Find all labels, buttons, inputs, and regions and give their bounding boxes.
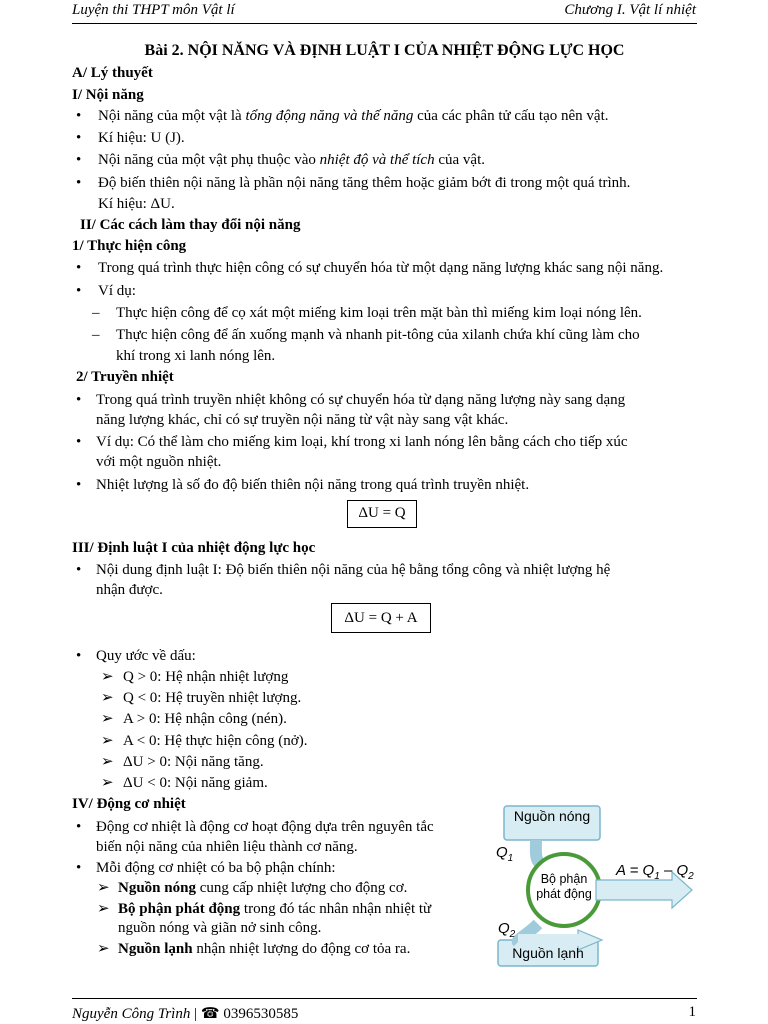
work-conversion: Trong quá trình thực hiện công có sự chuyển hóa từ một dạng năng lượng khác sang nội năng. — [98, 260, 664, 276]
working-part-label: Bộ phận phát động — [536, 872, 592, 901]
part-working-line1: Bộ phận phát động trong đó tác nhân nhận nhiệt từ — [118, 901, 432, 917]
work-example-1: Thực hiện công để cọ xát một miếng kim loại trên mặt bàn thì miếng kim loại nóng lên. — [116, 305, 642, 321]
arrow-marker: ➢ — [97, 880, 110, 896]
formula-du-q-a: ΔU = Q + A — [331, 603, 431, 633]
dash-marker: – — [92, 327, 100, 343]
internal-energy-change-line1: Độ biến thiên nội năng là phần nội năng tăng thêm hoặc giảm bớt đi trong một quá trình. — [98, 175, 631, 191]
internal-energy-dependence: Nội năng của một vật phụ thuộc vào nhiệt độ và thể tích của vật. — [98, 152, 485, 168]
formula-du-q: ΔU = Q — [347, 500, 417, 528]
subsection-work: 1/ Thực hiện công — [72, 238, 187, 254]
bullet-dot: • — [76, 392, 82, 408]
bullet-dot: • — [76, 477, 82, 493]
header-right: Chương I. Vật lí nhiệt — [564, 2, 696, 18]
part-cold-source: Nguồn lạnh nhận nhiệt lượng do động cơ tỏa ra. — [118, 941, 411, 957]
heat-engine-diagram — [492, 800, 700, 972]
sign-du-negative: ΔU < 0: Nội năng giảm. — [123, 775, 268, 791]
work-example-2-line1: Thực hiện công để ấn xuống mạnh và nhanh pit-tông của xilanh chứa khí cũng làm cho — [116, 327, 640, 343]
hot-source-label: Nguồn nóng — [513, 808, 591, 824]
phone-icon: ☎ — [200, 1006, 220, 1022]
section-first-law: III/ Định luật I của nhiệt động lực học — [72, 540, 316, 556]
footer-rule — [72, 998, 697, 999]
dash-marker: – — [92, 305, 100, 321]
work-formula-label: $A = Q_1 - Q_2$ — [616, 862, 694, 882]
q2-label: $Q_2$ — [498, 920, 516, 940]
sign-du-positive: ΔU > 0: Nội năng tăng. — [123, 754, 264, 770]
first-law-content-line2: nhận được. — [96, 582, 163, 598]
arrow-marker: ➢ — [97, 941, 110, 957]
bullet-dot: • — [76, 108, 82, 124]
bullet-dot: • — [76, 819, 82, 835]
heat-engine-parts-label: Mỗi động cơ nhiệt có ba bộ phận chính: — [96, 860, 336, 876]
arrow-marker: ➢ — [101, 669, 114, 685]
arrow-marker: ➢ — [101, 754, 114, 770]
arrow-marker: ➢ — [101, 690, 114, 706]
bullet-dot: • — [76, 562, 82, 578]
bullet-dot: • — [76, 434, 82, 450]
sign-convention-label: Quy ước về dấu: — [96, 648, 196, 664]
bullet-dot: • — [76, 130, 82, 146]
bullet-dot: • — [76, 260, 82, 276]
arrow-marker: ➢ — [97, 901, 110, 917]
header-rule — [72, 23, 697, 24]
lesson-title: Bài 2. NỘI NĂNG VÀ ĐỊNH LUẬT I CỦA NHIỆT ĐỘNG LỰC HỌC — [144, 42, 625, 59]
sign-a-negative: A < 0: Hệ thực hiện công (nở). — [123, 733, 308, 749]
subsection-heat-transfer: 2/ Truyền nhiệt — [76, 369, 174, 385]
page-number: 1 — [688, 1004, 696, 1020]
part-working-line2: nguồn nóng và giãn nở sinh công. — [118, 920, 322, 936]
section-heat-engine: IV/ Động cơ nhiệt — [72, 796, 186, 812]
heat-engine-def-line1: Động cơ nhiệt là động cơ hoạt động dựa trên nguyên tắc — [96, 819, 434, 835]
arrow-marker: ➢ — [101, 775, 114, 791]
sign-a-positive: A > 0: Hệ nhận công (nén). — [123, 711, 287, 727]
cold-source-label: Nguồn lạnh — [512, 945, 584, 961]
q1-label: $Q_1$ — [496, 844, 514, 864]
heat-transfer-desc-line2: năng lượng khác, chỉ có sự truyền nội năng từ vật này sang vật khác. — [96, 412, 509, 428]
arrow-marker: ➢ — [101, 733, 114, 749]
heat-transfer-example-line1: Ví dụ: Có thể làm cho miếng kim loại, khí trong xi lanh nóng lên bằng cách cho tiếp xúc — [96, 434, 628, 450]
heat-transfer-example-line2: với một nguồn nhiệt. — [96, 454, 222, 470]
section-ways-change: II/ Các cách làm thay đổi nội năng — [80, 217, 301, 233]
bullet-dot: • — [76, 648, 82, 664]
work-example-2-line2: khí trong xi lanh nóng lên. — [116, 348, 276, 364]
internal-energy-change-line2: Kí hiệu: ΔU. — [98, 196, 175, 212]
bullet-dot: • — [76, 175, 82, 191]
sign-q-negative: Q < 0: Hệ truyền nhiệt lượng. — [123, 690, 302, 706]
bullet-dot: • — [76, 283, 82, 299]
bullet-dot: • — [76, 860, 82, 876]
arrow-marker: ➢ — [101, 711, 114, 727]
section-theory: A/ Lý thuyết — [72, 65, 153, 81]
internal-energy-definition: Nội năng của một vật là tổng động năng và thế năng của các phân tử cấu tạo nên vật. — [98, 108, 609, 124]
part-hot-source: Nguồn nóng cung cấp nhiệt lượng cho động cơ. — [118, 880, 408, 896]
section-internal-energy: I/ Nội năng — [72, 87, 144, 103]
internal-energy-symbol: Kí hiệu: U (J). — [98, 130, 185, 146]
work-example-label: Ví dụ: — [98, 283, 136, 299]
bullet-dot: • — [76, 152, 82, 168]
footer-author: Nguyễn Công Trình | ☎ 0396530585 — [72, 1006, 299, 1022]
heat-quantity-def: Nhiệt lượng là số đo độ biến thiên nội năng trong quá trình truyền nhiệt. — [96, 477, 530, 493]
header-left: Luyện thi THPT môn Vật lí — [72, 2, 235, 18]
first-law-content-line1: Nội dung định luật I: Độ biến thiên nội năng của hệ bằng tổng công và nhiệt lượng hệ — [96, 562, 611, 578]
heat-engine-def-line2: biến nội năng của nhiên liệu thành cơ năng. — [96, 839, 358, 855]
sign-q-positive: Q > 0: Hệ nhận nhiệt lượng — [123, 669, 289, 685]
heat-transfer-desc-line1: Trong quá trình truyền nhiệt không có sự chuyển hóa từ dạng năng lượng này sang dạng — [96, 392, 626, 408]
